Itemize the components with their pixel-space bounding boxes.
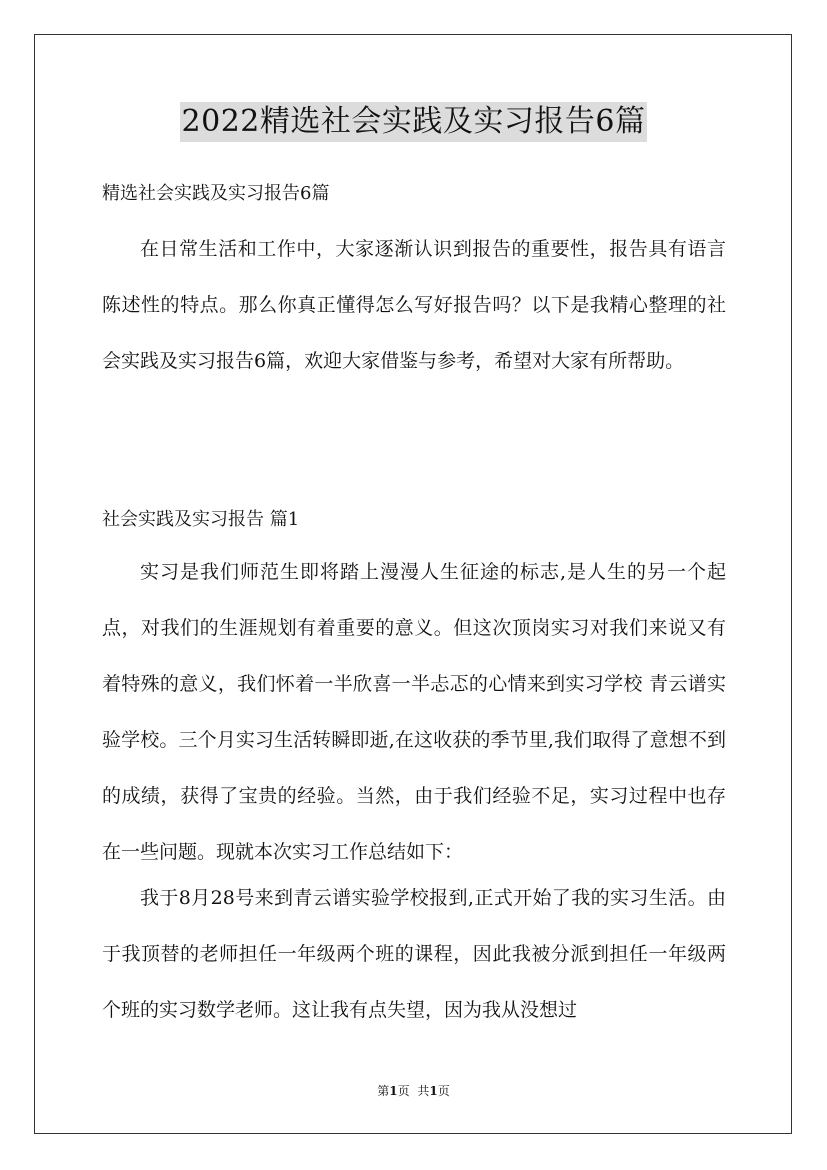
page-number: 1 (389, 1084, 398, 1098)
total-label-prefix: 共 (417, 1084, 430, 1098)
section-heading: 社会实践及实习报告 篇1 (102, 509, 300, 530)
document-subtitle: 精选社会实践及实习报告6篇 (102, 183, 330, 204)
body-paragraph-2: 我于8月28号来到青云谱实验学校报到,正式开始了我的实习生活。由于我顶替的老师担任一年级两个班的课程，因此我被分派到担任一年级两个班的实习数学老师。这让我有点失望，因为我从没想过 (102, 887, 726, 1021)
page-label-prefix: 第 (377, 1084, 390, 1098)
total-pages: 1 (429, 1084, 438, 1098)
document-title: 2022精选社会实践及实习报告6篇 (180, 102, 648, 142)
body-paragraph-1: 实习是我们师范生即将踏上漫漫人生征途的标志,是人生的另一个起点，对我们的生涯规划有着重要的意义。但这次顶岗实习对我们来说又有着特殊的意义，我们怀着一半欣喜一半忐忑的心情来到实习学校 青云谱实验学校。三个月实习生活转瞬即逝,在这收获的季节里,我们取得了意想不到的成绩，获得了宝贵的经验。当然，由于我们经验不足，实习过程中也存在一些问题。现就本次实习工作总结如下： (102, 561, 726, 863)
intro-paragraph: 在日常生活和工作中，大家逐渐认识到报告的重要性，报告具有语言陈述性的特点。那么你真正懂得怎么写好报告吗？以下是我精心整理的社会实践及实习报告6篇，欢迎大家借鉴与参考，希望对大家有所帮助。 (102, 238, 726, 372)
page-label-suffix: 页 (397, 1084, 410, 1098)
total-label-suffix: 页 (437, 1084, 450, 1098)
title-container (0, 102, 827, 142)
page-footer (0, 1083, 827, 1099)
